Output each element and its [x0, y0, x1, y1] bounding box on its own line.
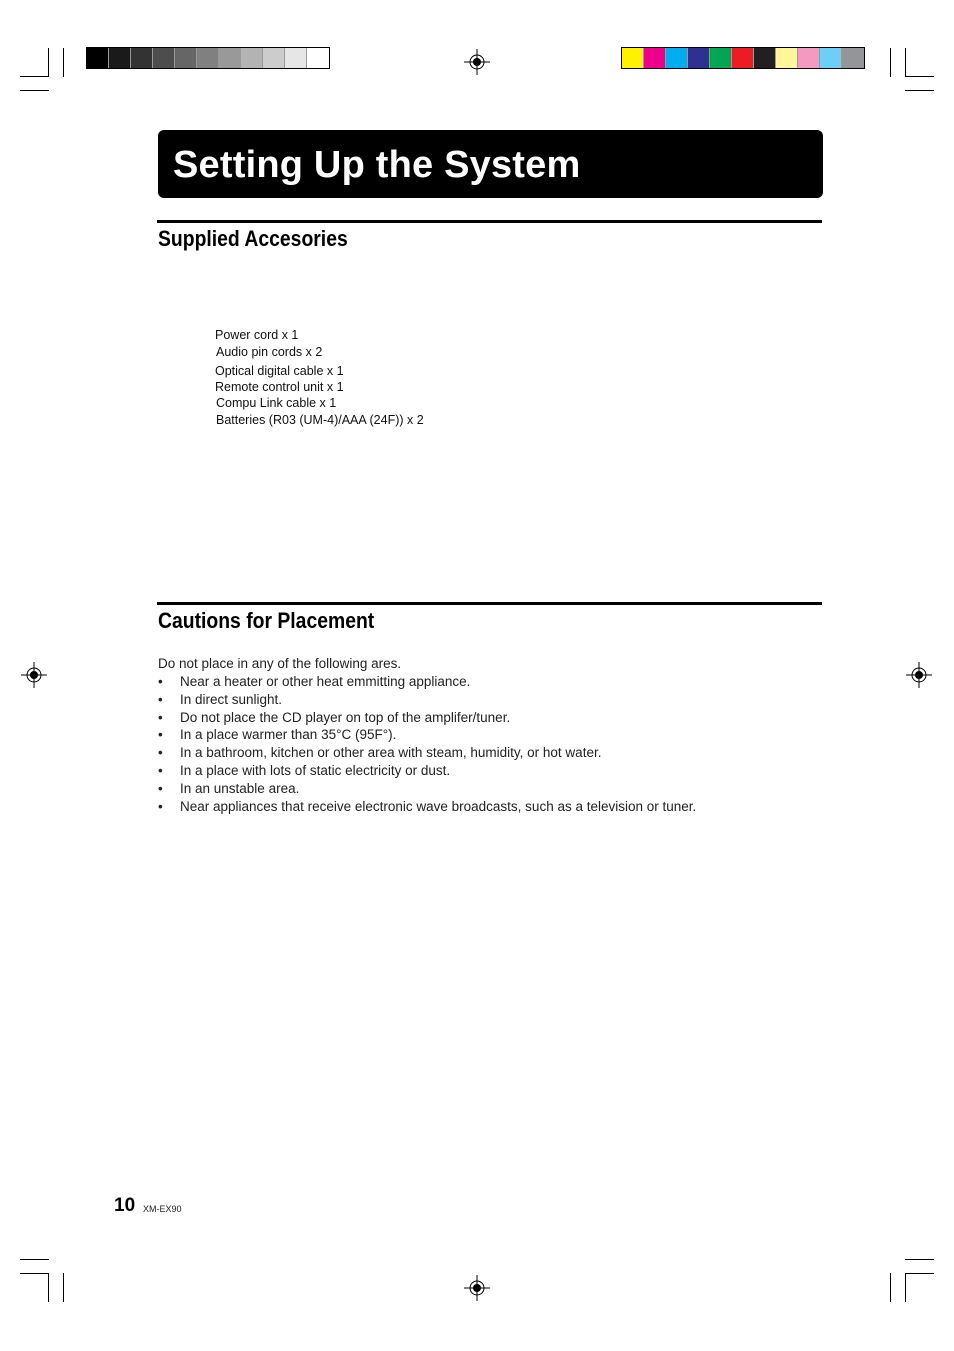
color-swatch [241, 48, 263, 68]
color-swatch [644, 48, 666, 68]
list-item [158, 798, 696, 816]
color-swatch [622, 48, 644, 68]
color-swatch [820, 48, 842, 68]
bullet-icon: • [158, 691, 163, 707]
crop-mark [20, 1273, 49, 1274]
page-number: 10 [114, 1195, 136, 1216]
crop-mark [20, 90, 49, 91]
color-swatch [175, 48, 197, 68]
crop-mark [48, 1273, 49, 1302]
color-swatch [87, 48, 109, 68]
placement-heading: Cautions for Placement [158, 608, 375, 633]
section-divider [157, 220, 822, 223]
bullet-icon: • [158, 798, 163, 814]
crop-mark [905, 76, 934, 77]
color-swatch [776, 48, 798, 68]
list-item-text: In a bathroom, kitchen or other area with steam, humidity, or hot water. [180, 745, 602, 761]
page-title-banner [158, 130, 823, 198]
crop-mark [905, 1259, 934, 1260]
color-swatch [798, 48, 820, 68]
crop-mark [48, 48, 49, 77]
list-item: Power cord x 1 [215, 328, 299, 342]
list-item [158, 709, 696, 727]
registration-target-icon [464, 1275, 490, 1301]
crop-mark [905, 90, 934, 91]
bullet-icon: • [158, 780, 163, 796]
list-item [158, 744, 696, 762]
list-item-text: Near a heater or other heat emmitting appliance. [180, 674, 471, 689]
crop-mark [890, 1273, 891, 1302]
color-calibration-bar [621, 47, 865, 69]
color-swatch [754, 48, 776, 68]
accessories-heading: Supplied Accesories [158, 226, 348, 251]
list-item-text: Do not place the CD player on top of the amplifer/tuner. [180, 709, 511, 725]
color-swatch [153, 48, 175, 68]
color-swatch [197, 48, 219, 68]
grayscale-calibration-bar [86, 47, 330, 69]
list-item-text: In a place warmer than 35°C (95F°). [180, 727, 397, 743]
crop-mark [890, 48, 891, 77]
model-number: XM-EX90 [143, 1204, 182, 1214]
list-item-text: In direct sunlight. [180, 691, 283, 707]
bullet-icon: • [158, 745, 163, 761]
registration-target-icon [906, 662, 932, 688]
list-item-text: Near appliances that receive electronic wave broadcasts, such as a television or tuner. [180, 798, 697, 814]
crop-mark [20, 76, 49, 77]
list-item: Batteries (R03 (UM-4)/AAA (24F)) x 2 [216, 413, 424, 427]
crop-mark [63, 48, 64, 77]
list-item [158, 691, 696, 709]
registration-target-icon [464, 49, 490, 75]
list-item: Remote control unit x 1 [215, 380, 344, 394]
registration-target-icon [21, 662, 47, 688]
list-item: Audio pin cords x 2 [216, 345, 323, 359]
bullet-icon: • [158, 762, 163, 778]
color-swatch [219, 48, 241, 68]
color-swatch [285, 48, 307, 68]
crop-mark [905, 1273, 906, 1302]
crop-mark [905, 1273, 934, 1274]
list-item-text: In a place with lots of static electricity or dust. [180, 762, 451, 778]
placement-intro: Do not place in any of the following ares. [158, 656, 402, 671]
color-swatch [666, 48, 688, 68]
color-swatch [842, 48, 864, 68]
crop-mark [63, 1273, 64, 1302]
accessories-list [215, 327, 424, 429]
list-item [158, 673, 696, 691]
page-title: Setting Up the System [173, 144, 581, 186]
list-item [158, 780, 696, 798]
list-item: Compu Link cable x 1 [216, 396, 337, 410]
bullet-icon: • [158, 727, 163, 743]
color-swatch [109, 48, 131, 68]
color-swatch [131, 48, 153, 68]
color-swatch [732, 48, 754, 68]
bullet-icon: • [158, 674, 163, 689]
bullet-icon: • [158, 709, 163, 725]
crop-mark [905, 48, 906, 77]
placement-cautions-list [158, 673, 696, 815]
color-swatch [307, 48, 329, 68]
color-swatch [710, 48, 732, 68]
list-item [158, 726, 696, 744]
section-divider [157, 602, 822, 605]
color-swatch [688, 48, 710, 68]
list-item [158, 762, 696, 780]
list-item: Optical digital cable x 1 [215, 364, 344, 378]
list-item-text: In an unstable area. [180, 780, 300, 796]
color-swatch [263, 48, 285, 68]
crop-mark [20, 1259, 49, 1260]
